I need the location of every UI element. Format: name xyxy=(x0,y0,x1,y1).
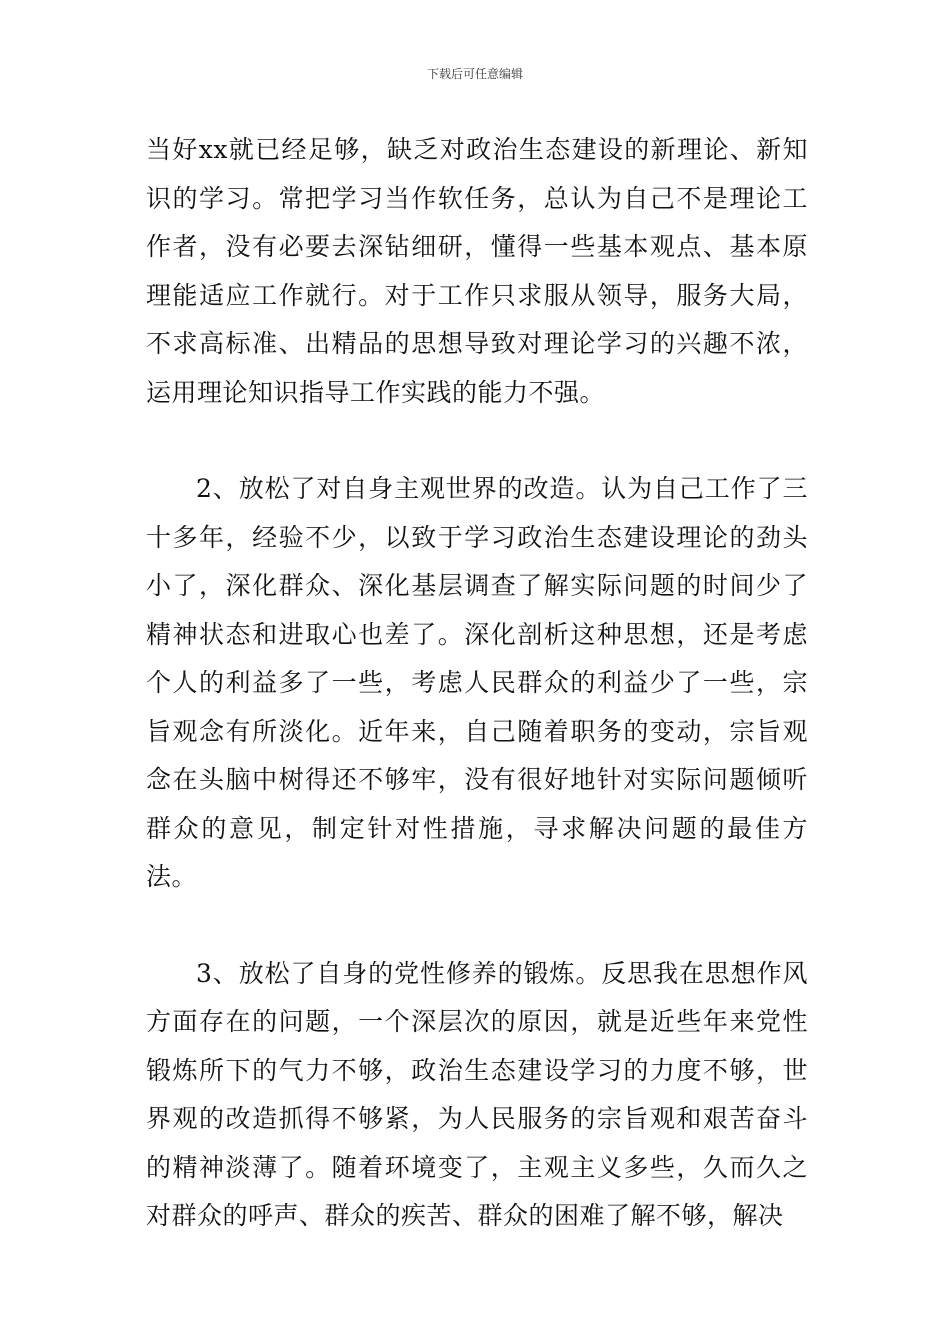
paragraph-gap xyxy=(146,902,808,950)
paragraph-gap xyxy=(146,417,808,465)
paragraph-item-3: 3、放松了自身的党性修养的锻炼。反思我在思想作风方面存在的问题，一个深层次的原因，就是近些年来党性锻炼所下的气力不够，政治生态建设学习的力度不够，世界观的改造抓得不够紧，为人民服务的宗旨观和艰苦奋斗的精神淡薄了。随着环境变了，主观主义多些，久而久之对群众的呼声、群众的疾苦、群众的困难了解不够，解决 xyxy=(146,958,808,1230)
paragraph-item-2: 2、放松了对自身主观世界的改造。认为自己工作了三十多年，经验不少，以致于学习政治生态建设理论的劲头小了，深化群众、深化基层调查了解实际问题的时间少了精神状态和进取心也差了。深化剖析这种思想，还是考虑个人的利益多了一些，考虑人民群众的利益少了一些，宗旨观念有所淡化。近年来，自己随着职务的变动，宗旨观念在头脑中树得还不够牢，没有很好地针对实际问题倾听群众的意见，制定针对性措施，寻求解决问题的最佳方法。 xyxy=(146,474,808,891)
document-body xyxy=(146,126,808,1241)
paragraph-continuation: 当好xx就已经足够，缺乏对政治生态建设的新理论、新知识的学习。常把学习当作软任务，总认为自己不是理论工作者，没有必要去深钻细研，懂得一些基本观点、基本原理能适应工作就行。对于工作只求服从领导，服务大局，不求高标准、出精品的思想导致对理论学习的兴趣不浓，运用理论知识指导工作实践的能力不强。 xyxy=(146,135,808,407)
page-header: 下载后可任意编辑 xyxy=(426,67,523,81)
